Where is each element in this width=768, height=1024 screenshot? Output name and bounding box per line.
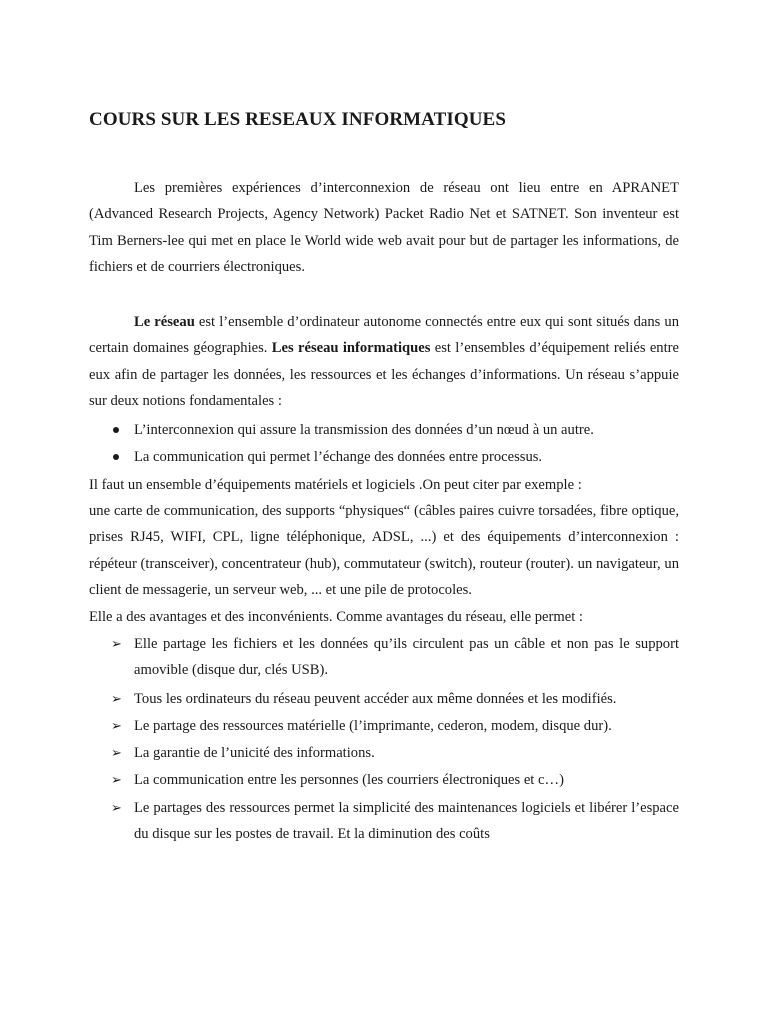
- list-item: ➢ Elle partage les fichiers et les données qu’ils circulent pas un câble et non pas le support amovible (disque dur, clés USB).: [89, 631, 679, 684]
- advantages-list: [89, 631, 679, 847]
- list-item: ➢ Tous les ordinateurs du réseau peuvent accéder aux même données et les modifiés.: [89, 686, 679, 712]
- list-item: ➢ Le partages des ressources permet la simplicité des maintenances logiciels et libérer l’espace du disque sur les postes de travail. Et la diminution des coûts: [89, 795, 679, 848]
- term-reseau-informatiques: Les réseau informatiques: [271, 340, 431, 357]
- definition-part-2: est l’ensembles d’équipement reliés entre eux afin de partager les données, les ressources et les échanges d’informations. Un réseau s’appuie sur deux notions fondamentales :: [89, 340, 679, 409]
- arrow-bullet-icon: ➢: [111, 636, 122, 651]
- intro-text: Les premières expériences d’interconnexion de réseau ont lieu entre en APRANET (Advanced Research Projects, Agency Network) Packet Radio Net et SATNET. Son inventeur est Tim Berners-lee qui met en place le World wide web avait pour but de partager les informations, de fichiers et de courriers électroniques.: [89, 180, 679, 275]
- arrow-bullet-icon: ➢: [111, 772, 122, 788]
- bullet-dot-icon: [113, 427, 119, 433]
- advantages-intro: Elle a des avantages et des inconvénients. Comme avantages du réseau, elle permet :: [89, 609, 583, 625]
- arrow-bullet-icon: ➢: [111, 690, 122, 706]
- bullet-dot-icon: [113, 454, 119, 460]
- arrow-bullet-icon: ➢: [111, 717, 122, 733]
- list-item: ➢ La communication entre les personnes (les courriers électroniques et c…): [89, 767, 679, 793]
- list-item: La communication qui permet l’échange des données entre processus.: [89, 444, 679, 470]
- arrow-bullet-icon: ➢: [111, 799, 122, 815]
- definition-paragraph: [89, 309, 679, 414]
- list-item: L’interconnexion qui assure la transmission des données d’un nœud à un autre.: [89, 417, 679, 443]
- equipment-paragraph: [89, 498, 679, 603]
- equipment-text: une carte de communication, des supports “physiques“ (câbles paires cuivre torsadées, fibre optique, prises RJ45, WIFI, CPL, ligne téléphonique, ADSL, ...) et des équipements d’interconnexion : répéteur (transceiver), concentrateur (hub), commutateur (switch), routeur (router). un navigateur, un client de messagerie, un serveur web, ... et une pile de protocoles.: [89, 503, 679, 598]
- list-item: ➢ Le partage des ressources matérielle (l’imprimante, cederon, modem, disque dur).: [89, 713, 679, 739]
- document-title: COURS SUR LES RESEAUX INFORMATIQUES: [89, 109, 507, 130]
- intro-paragraph: [89, 175, 679, 280]
- example-intro: Il faut un ensemble d’équipements matériels et logiciels .On peut citer par exemple :: [89, 477, 582, 493]
- term-reseau: Le réseau: [134, 314, 195, 330]
- definition-text: [89, 309, 679, 414]
- list-item: ➢ La garantie de l’unicité des informations.: [89, 740, 679, 766]
- arrow-bullet-icon: ➢: [111, 745, 122, 761]
- notions-list: [89, 417, 679, 471]
- definition-part-1: est l’ensemble d’ordinateur autonome connectés entre eux qui sont situés dans un certain domaines géographies.: [89, 314, 680, 357]
